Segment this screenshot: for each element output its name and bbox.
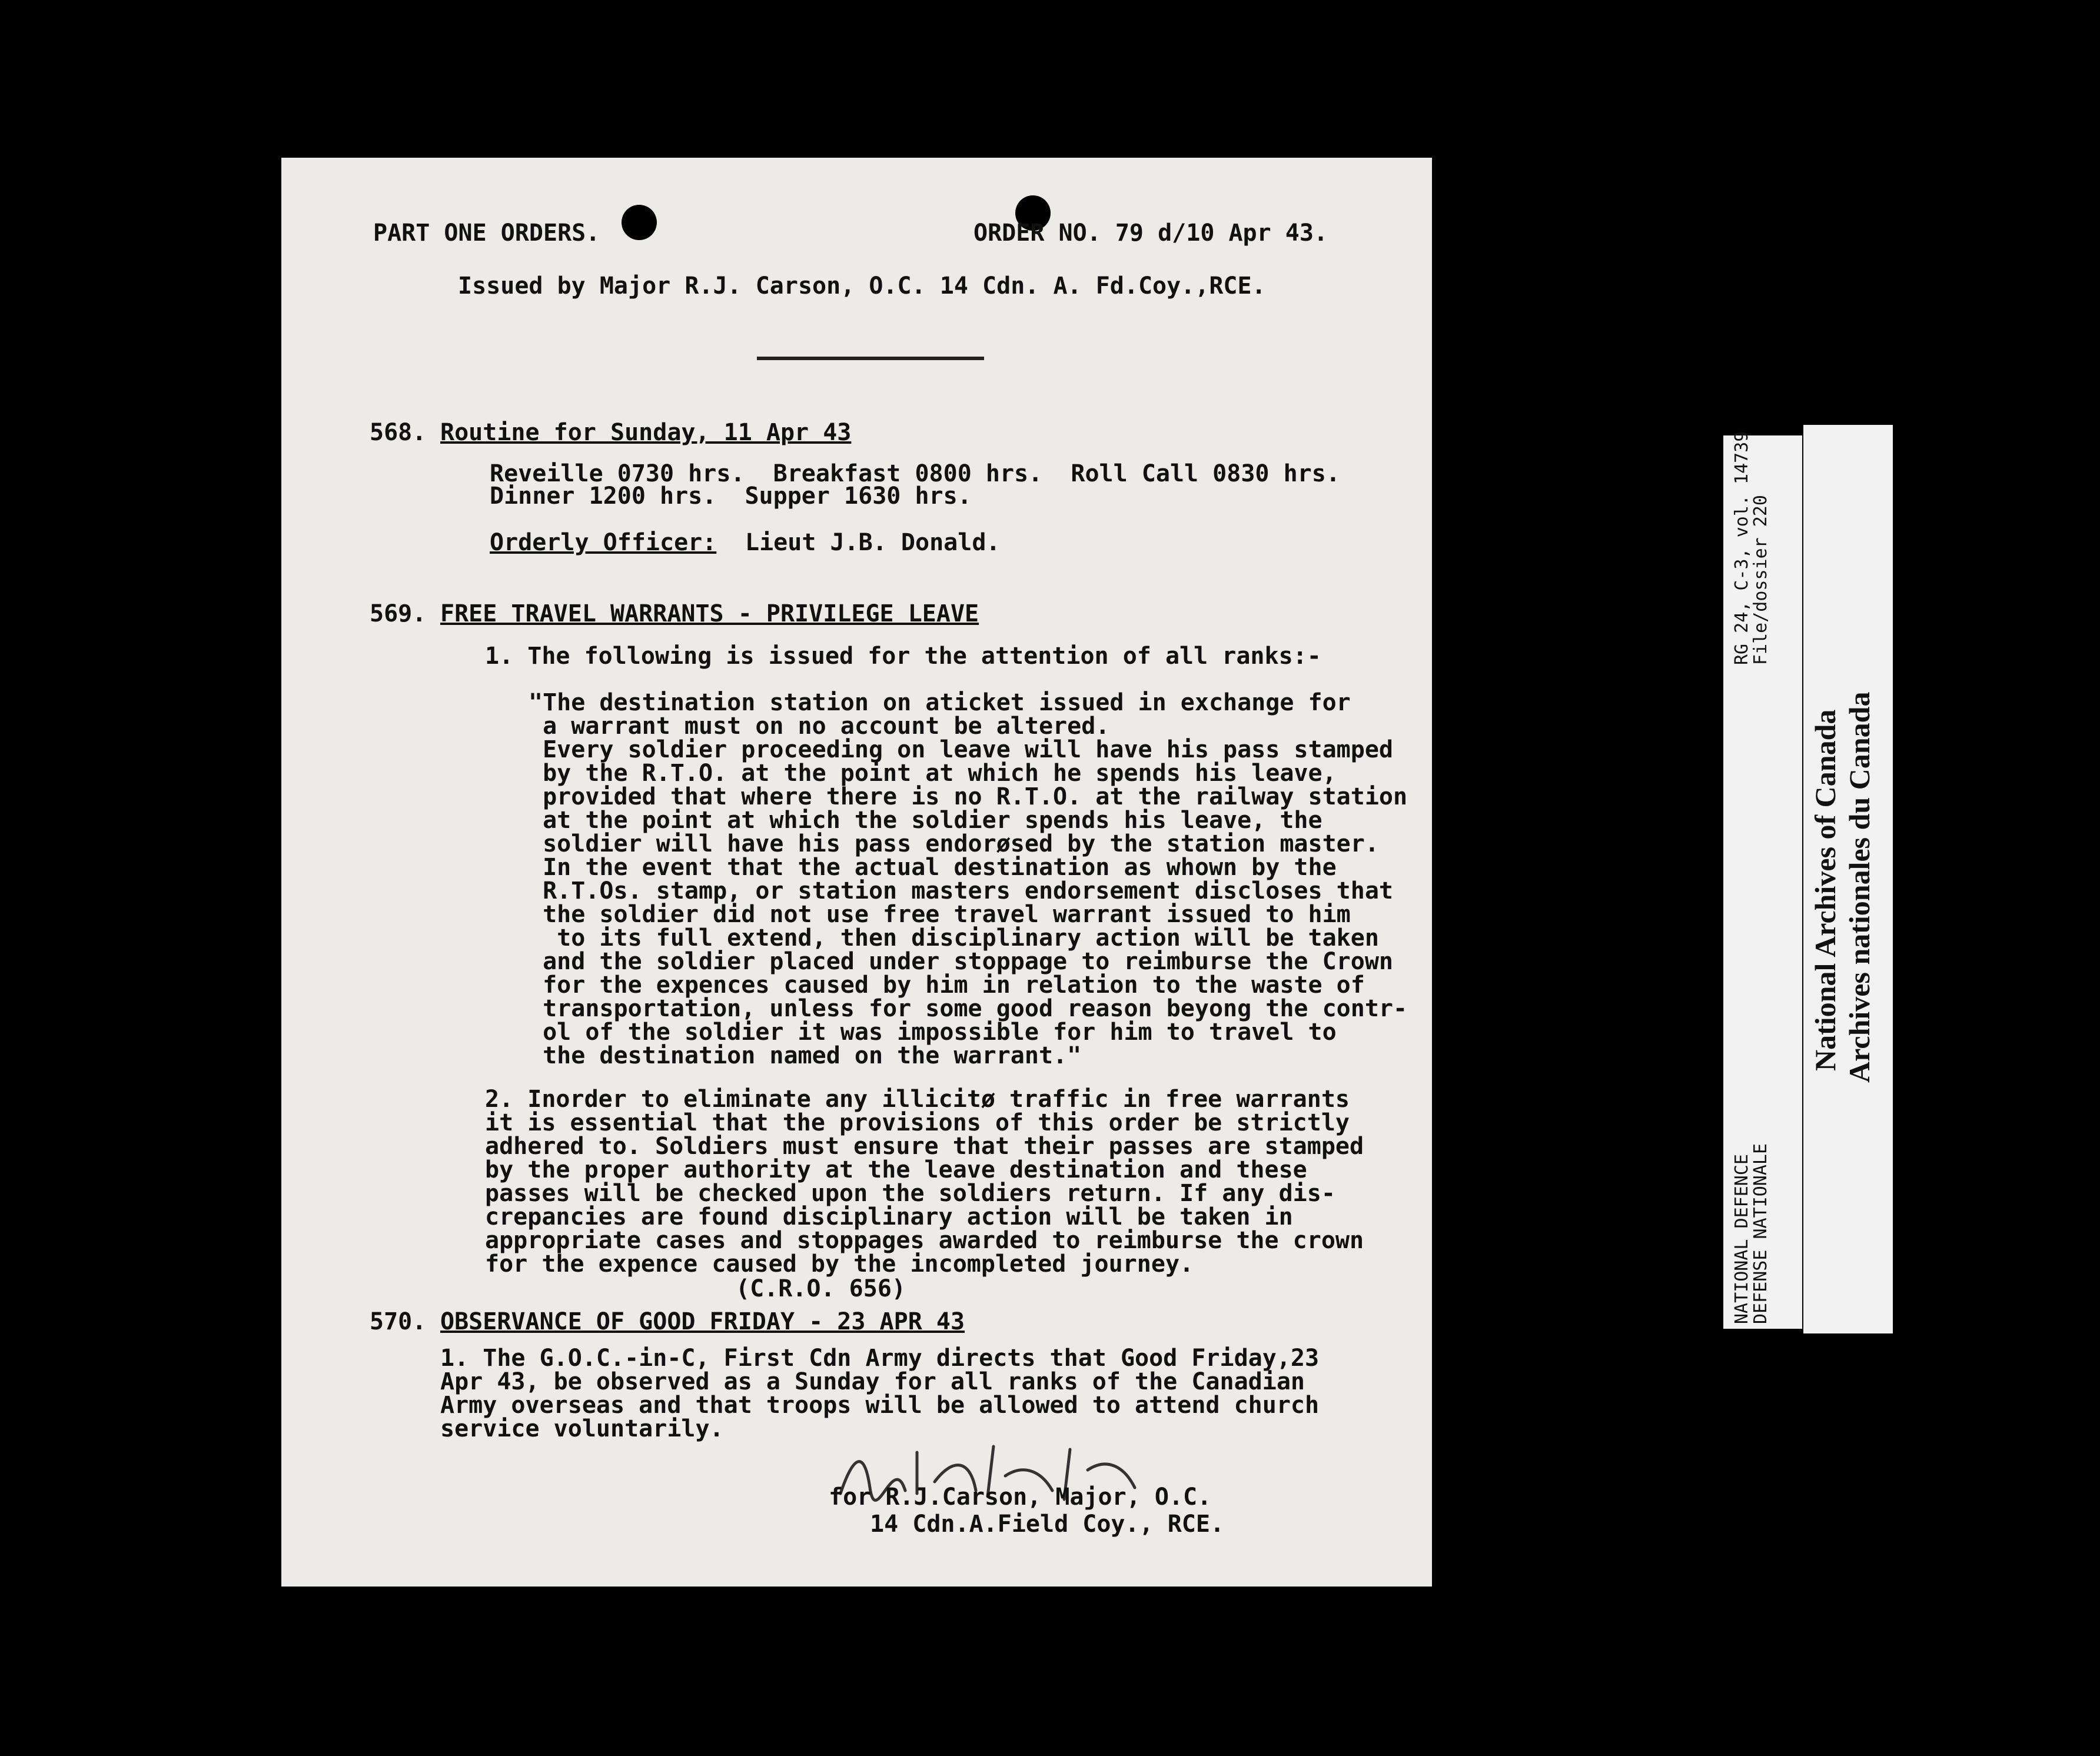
para2-line: by the proper authority at the leave destination and these [485, 1156, 1307, 1183]
para2-line: appropriate cases and stoppages awarded to reimburse the crown [485, 1227, 1364, 1254]
header-right: ORDER NO. 79 d/10 Apr 43. [973, 219, 1328, 247]
quote-line: Every soldier proceeding on leave will have his pass stamped [529, 736, 1394, 763]
department-line2: DEFENSE NATIONALE [1750, 1143, 1771, 1324]
quote-line: at the point at which the soldier spends his leave, the [529, 807, 1323, 834]
section-569-number: 569. [370, 600, 427, 627]
para2-line: for the expence caused by the incompleted journey. [485, 1251, 1194, 1278]
quote-line: the soldier did not use free travel warrant issued to him [529, 901, 1351, 928]
document-page [281, 158, 1432, 1587]
orderly-officer-label: Orderly Officer: [490, 529, 717, 556]
quote-line: to its full extend, then disciplinary action will be taken [529, 924, 1379, 952]
quote-line: transportation, unless for some good reason beyong the contr- [529, 995, 1408, 1022]
quote-line: a warrant must on no account be altered. [529, 713, 1110, 740]
section-570-body: Apr 43, be observed as a Sunday for all ranks of the Canadian [440, 1368, 1305, 1395]
quote-line: for the expences caused by him in relation to the waste of [529, 972, 1365, 999]
quote-line: R.T.Os. stamp, or station masters endorsement discloses that [529, 877, 1394, 904]
section-570-number: 570. [370, 1308, 427, 1335]
archives-name-fr: Archives nationales du Canada [1843, 691, 1876, 1083]
quote-line: In the event that the actual destination as whown by the [529, 854, 1337, 881]
divider [757, 357, 984, 360]
section-570-body: service voluntarily. [440, 1415, 724, 1442]
quote-line: by the R.T.O. at the point at which he spends his leave, [529, 760, 1337, 787]
para2-line: 2. Inorder to eliminate any illicitø traffic in free warrants [485, 1086, 1350, 1113]
archives-name-en: National Archives of Canada [1809, 709, 1842, 1071]
quote-line: provided that where there is no R.T.O. at the railway station [529, 783, 1408, 810]
para2-line: crepancies are found disciplinary action will be taken in [485, 1203, 1293, 1230]
reference: (C.R.O. 656) [736, 1275, 906, 1302]
archive-ref-line1: RG 24, C-3, vol. 14739 [1732, 431, 1752, 665]
section-569-para1-intro: 1. The following is issued for the attention of all ranks:- [485, 643, 1321, 670]
signature-line2: 14 Cdn.A.Field Coy., RCE. [870, 1511, 1225, 1538]
punch-hole-left [622, 205, 657, 240]
section-569-title: FREE TRAVEL WARRANTS - PRIVILEGE LEAVE [440, 600, 979, 627]
quote-line: soldier will have his pass endorøsed by the station master. [529, 830, 1379, 857]
para2-line: it is essential that the provisions of this order be strictly [485, 1109, 1350, 1136]
archive-ref-line2: File/dossier 220 [1750, 495, 1771, 665]
signature-line1: for R.J.Carson, Major, O.C. [829, 1484, 1212, 1511]
section-568-title: Routine for Sunday, 11 Apr 43 [440, 419, 852, 446]
quote-line: and the soldier placed under stoppage to reimburse the Crown [529, 948, 1394, 975]
section-568-number: 568. [370, 419, 427, 446]
para2-line: adhered to. Soldiers must ensure that their passes are stamped [485, 1133, 1364, 1160]
section-570-title: OBSERVANCE OF GOOD FRIDAY - 23 APR 43 [440, 1308, 965, 1335]
section-570-body: 1. The G.O.C.-in-C, First Cdn Army directs that Good Friday,23 [440, 1345, 1320, 1372]
orderly-officer-value: Lieut J.B. Donald. [745, 529, 1001, 556]
section-570-body: Army overseas and that troops will be allowed to attend church [440, 1392, 1320, 1419]
quote-line: the destination named on the warrant." [529, 1042, 1082, 1069]
issued-by: Issued by Major R.J. Carson, O.C. 14 Cdn. A. Fd.Coy.,RCE. [458, 272, 1266, 300]
header-left: PART ONE ORDERS. [373, 219, 600, 247]
para2-line: passes will be checked upon the soldiers return. If any dis- [485, 1180, 1335, 1207]
quote-line: "The destination station on aticket issued in exchange for [529, 689, 1351, 716]
department-line1: NATIONAL DEFENCE [1732, 1154, 1752, 1324]
section-568-line1: Reveille 0730 hrs. Breakfast 0800 hrs. Roll Call 0830 hrs. [490, 460, 1340, 487]
section-568-line2: Dinner 1200 hrs. Supper 1630 hrs. [490, 483, 972, 510]
quote-line: ol of the soldier it was impossible for him to travel to [529, 1019, 1337, 1046]
